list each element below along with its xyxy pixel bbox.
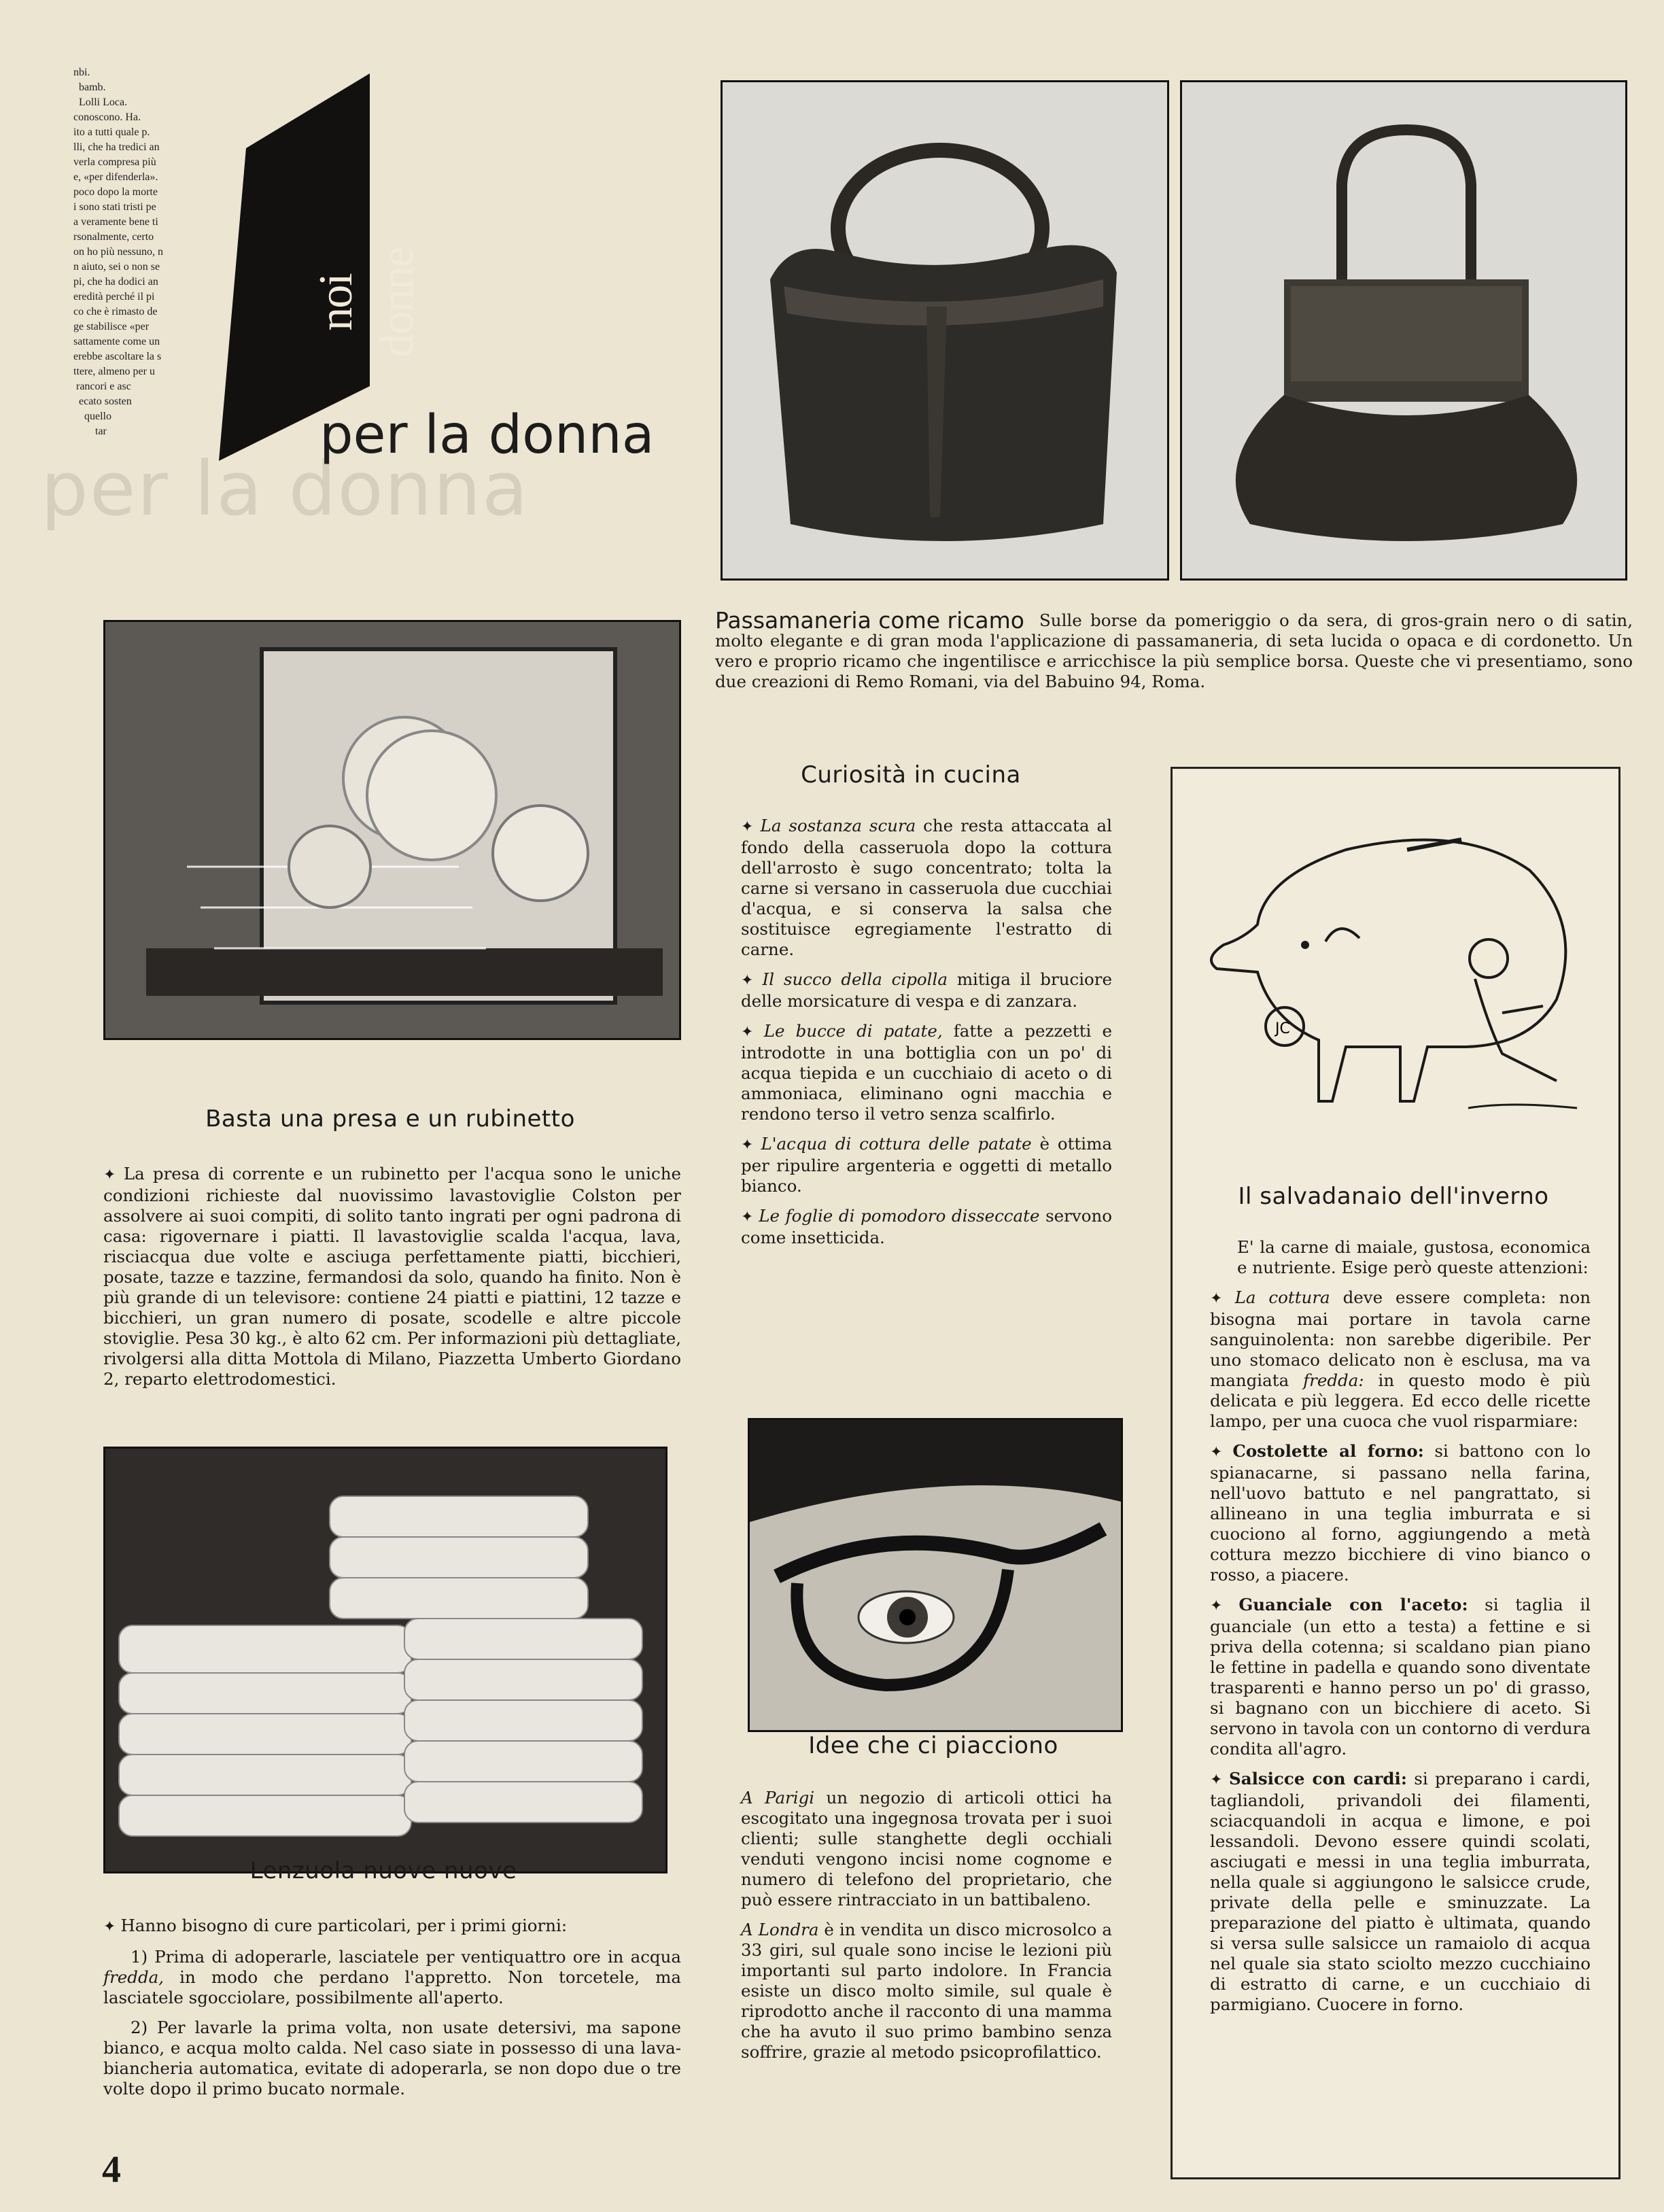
text: un negozio di articoli ottici ha escogitato una ingegnosa trovata per i suoi clienti; sulle stanghette degli occhiali venduti vengono incisi nome cognome e numero di telefono del proprietario, che può essere rintracciato in un battibaleno. <box>741 1788 1112 1909</box>
fragment-line: e, «per difenderla». <box>73 171 158 183</box>
fragment-line: verla compresa più <box>73 156 156 168</box>
fragment-line: i sono stati tristi pe <box>73 201 156 213</box>
cucina-item-lead: Il succo della cipolla <box>762 969 948 989</box>
dishwasher-heading: Basta una presa e un rubinetto <box>205 1105 575 1133</box>
star-icon: ✦ <box>741 1024 764 1041</box>
text: Hanno bisogno di cure particolari, per i primi giorni: <box>120 1916 568 1935</box>
bags-text <box>715 607 1633 692</box>
bags-heading: Passamaneria come ricamo <box>715 607 1024 634</box>
cucina-item-text: fatte a pezzetti e introdotte in una bottiglia con un po' di acqua tiepida e un cucchiaio di aceto o di ammoniaca, eliminano ogni macchia e rendono terso il vetro senza scalfirlo. <box>741 1021 1112 1124</box>
fragment-line: n aiuto, sei o non se <box>73 261 160 273</box>
fragment-line: a veramente bene ti <box>73 216 158 228</box>
recipe-lead: Costolette al forno: <box>1232 1441 1424 1461</box>
cucina-item-lead: Le foglie di pomodoro disseccate <box>759 1206 1040 1226</box>
lenzuola-intro <box>103 1916 681 1937</box>
article-fragment <box>73 65 230 439</box>
dishwasher-body: La presa di corrente e un rubinetto per l'acqua sono le uniche condizioni richieste dal nuovissimo lavastoviglie Colston per assolvere ai suoi compiti, di solito tanto ingrati per ogni padrona di casa: rigovernare i piatti. Il lavastoviglie scalda l'acqua, lava, risciacqua due volte e asciuga perfettamente piatti, bicchieri, posate, tazze e tazzine, fermandosi da solo, quando ha finito. Non è più grande di un televisore: contiene 24 piatti e piattini, 12 tazze e bicchieri, un gran numero di posate, scodelle e altre piccole stoviglie. Pesa 30 kg., è alto 62 cm. Per informazioni più dettagliate, rivolgersi alla ditta Mottola di Milano, Piazzetta Umberto Giordano 2, reparto elettrodomestici. <box>103 1164 681 1389</box>
cucina-item <box>741 969 1112 1012</box>
recipe-item <box>1210 1769 1591 2015</box>
star-icon: ✦ <box>1210 1597 1239 1614</box>
fragment-line: on ho più nessuno, n <box>73 246 163 258</box>
cucina-item-lead: Le bucce di patate, <box>763 1021 943 1041</box>
recipe-text: si battono con lo spianacarne, si passano nella farina, nell'uovo battuto e nel pangrattato, si allineano in una teglia imburrata e si cuociono al forno, aggiungendo a metà cottura mezzo bicchiere di vino bianco o rosso, a piacere. <box>1210 1441 1591 1585</box>
sheets-photo <box>103 1447 668 1873</box>
fragment-line: nbi. <box>73 67 90 78</box>
illustration-signature: JC <box>1275 1020 1290 1037</box>
recipe-item <box>1210 1441 1591 1585</box>
star-icon: ✦ <box>1210 1772 1230 1788</box>
star-icon: ✦ <box>741 818 761 835</box>
lead: A Londra <box>741 1920 819 1939</box>
fragment-line: eredità perché il pi <box>73 291 155 303</box>
idee-heading: Idee che ci piacciono <box>808 1732 1058 1759</box>
text: deve essere completa: non bisogna mai portare in tavola carne sanguinolenta: non sarebbe digeribile. Per uno stomaco delicato non è esclusa, ma va mangiata <box>1210 1288 1591 1390</box>
text: in questo modo è più delicata e più leggera. Ed ecco delle ricette lampo, per una cuoca che vuol risparmiare: <box>1210 1370 1591 1431</box>
cucina-item-lead: L'acqua di cottura delle patate <box>761 1134 1032 1154</box>
fragment-line: rsonalmente, certo <box>73 231 154 243</box>
fragment-line: lli, che ha tredici an <box>73 141 160 153</box>
idee-p2 <box>741 1920 1112 2062</box>
pig-illustration <box>1203 823 1597 1135</box>
dishwasher-photo <box>103 620 681 1040</box>
star-icon: ✦ <box>741 1137 761 1154</box>
cucina-heading: Curiosità in cucina <box>801 761 1021 789</box>
bags-text-first: Sulle borse da pomeriggio o da sera, di gros-grain nero o di satin, molto elegante e di gran moda l'applicazione <box>715 610 1633 651</box>
cucina-item <box>741 1206 1112 1248</box>
fragment-line: erebbe ascoltare la s <box>73 351 162 362</box>
dishwasher-text <box>103 1164 681 1389</box>
page-title: per la donna <box>319 404 655 466</box>
idee-p1 <box>741 1788 1112 1910</box>
cucina-item-lead: La sostanza scura <box>760 816 916 835</box>
star-icon: ✦ <box>103 1918 121 1935</box>
emphasis: fredda: <box>1303 1370 1364 1390</box>
lenzuola-text <box>103 1916 681 2109</box>
fragment-line: pi, che ha dodici an <box>73 276 158 288</box>
cucina-item-text: che resta attaccata al fondo della casseruola dopo la cottura dell'arrosto è sugo concentrato; tolta la carne si versano in casseruola due cucchiai d'acqua, e si conserva la salsa che sostituisce egregiamente l'estratto di carne. <box>741 816 1112 959</box>
fragment-line: ecato sosten <box>73 396 132 407</box>
fragment-line: bamb. <box>73 82 106 93</box>
text: è in vendita un disco microsolco a 33 giri, sul quale sono incise le lezioni più importanti sul parto indolore. In Francia esiste un disco molto simile, sul quale è riprodotto anche il racconto di una mamma che ha avuto il suo primo bambino senza soffrire, grazie al metodo psicoprofilattico. <box>741 1920 1112 2062</box>
fragment-line: Lolli Loca. <box>73 97 128 108</box>
idee-text <box>741 1788 1112 2072</box>
cucina-item-text: è ottima per ripulire argenteria e oggetti di metallo bianco. <box>741 1134 1112 1196</box>
cucina-list <box>741 816 1112 1258</box>
star-icon: ✦ <box>1210 1444 1233 1461</box>
fragment-line: co che è rimasto de <box>73 306 158 317</box>
cucina-item <box>741 1021 1112 1124</box>
fragment-line: ito a tutti quale p. <box>73 126 150 138</box>
lead: A Parigi <box>741 1788 815 1808</box>
salvadanaio-p1 <box>1210 1288 1591 1432</box>
emphasis: fredda, <box>103 1967 164 1987</box>
recipe-text: si preparano i cardi, tagliandoli, privandoli dei filamenti, sciacquandoli in acqua e limone, e poi lessandoli. Devono essere quindi scolati, asciugati e messi in una teglia imburrata, nella quale si aggiungono le salsicce crude, private della pelle e sminuzzate. La preparazione del piatto è ultimata, quando si versa sulle salsicce un ramaiolo di acqua nel quale sia stato sciolto mezzo cucchiaino di estratto di carne, e un cucchiaio di parmigiano. Cuocere in forno. <box>1210 1769 1591 2014</box>
fragment-line: quello <box>73 411 111 422</box>
star-icon: ✦ <box>103 1167 124 1183</box>
star-icon: ✦ <box>1210 1290 1235 1307</box>
fragment-line: rancori e asc <box>73 381 131 392</box>
star-icon: ✦ <box>741 1209 759 1226</box>
glasses-photo <box>748 1418 1123 1732</box>
fragment-line: ttere, almeno per u <box>73 366 155 377</box>
cucina-item-text: mitiga il bruciore delle morsicature di vespa e di zanzara. <box>741 969 1112 1011</box>
recipe-text: si taglia il guanciale (un etto a testa) a fettine e si priva della cotenna; si scaldano pian piano le fettine in padella e quando sono diventate trasparenti e hanno perso un po' di grasso, si bagnano con un bicchiere di aceto. Si servono in tavola con un contorno di verdura condita all'agro. <box>1210 1595 1591 1759</box>
cucina-item <box>741 1134 1112 1196</box>
handbag-photo-2 <box>1180 80 1627 581</box>
fragment-line: poco dopo la morte <box>73 186 158 198</box>
recipe-item <box>1210 1595 1591 1759</box>
cucina-item <box>741 816 1112 960</box>
recipe-lead: Salsicce con cardi: <box>1229 1769 1407 1788</box>
cucina-item-text: servono come insetticida. <box>741 1206 1112 1247</box>
handbag-photo-1 <box>721 80 1169 581</box>
section-label: noi donne <box>310 247 423 358</box>
text: in modo che perdano l'appretto. Non torcetele, ma lasciatele sgocciolare, possibilmente all'aperto. <box>103 1967 681 2007</box>
fragment-line: sattamente come un <box>73 336 160 347</box>
fragment-line: conoscono. Ha. <box>73 111 141 123</box>
salvadanaio-intro: E' la carne di maiale, gustosa, economica e nutriente. Esige però queste attenzioni: <box>1237 1237 1591 1277</box>
star-icon: ✦ <box>741 972 763 989</box>
bags-text-rest: di passamaneria, di seta lucida o opaca e di cordonetto. Un vero e proprio ricamo che ingentilisce e arricchisce la più semplice borsa. Queste che vi presentiamo, sono due creazioni di Remo Romani, via del Babuino 94, Roma. <box>715 631 1633 691</box>
fragment-line: tar <box>73 426 107 437</box>
lenzuola-p1 <box>103 1947 681 2008</box>
text: 1) Prima di adoperarle, lasciatele per ventiquattro ore in acqua <box>131 1947 681 1967</box>
salvadanaio-text <box>1210 1237 1591 2024</box>
lenzuola-p2: 2) Per lavarle la prima volta, non usate detersivi, ma sapone bianco, e acqua molto calda. Nel caso siate in possesso di una lava-biancheria automatica, evitate di adoperarla, se non dopo due o tre volte dopo il primo bucato normale. <box>103 2018 681 2098</box>
recipe-list <box>1210 1441 1591 2015</box>
salvadanaio-heading: Il salvadanaio dell'inverno <box>1238 1183 1549 1210</box>
recipe-lead: Guanciale con l'aceto: <box>1238 1595 1468 1614</box>
lenzuola-heading: Lenzuola nuove nuove <box>249 1857 517 1884</box>
fragment-line: ge stabilisce «per <box>73 321 150 332</box>
ghost-title: per la donna <box>41 445 530 532</box>
page-number: 4 <box>102 2149 121 2191</box>
lead: La cottura <box>1234 1288 1330 1307</box>
